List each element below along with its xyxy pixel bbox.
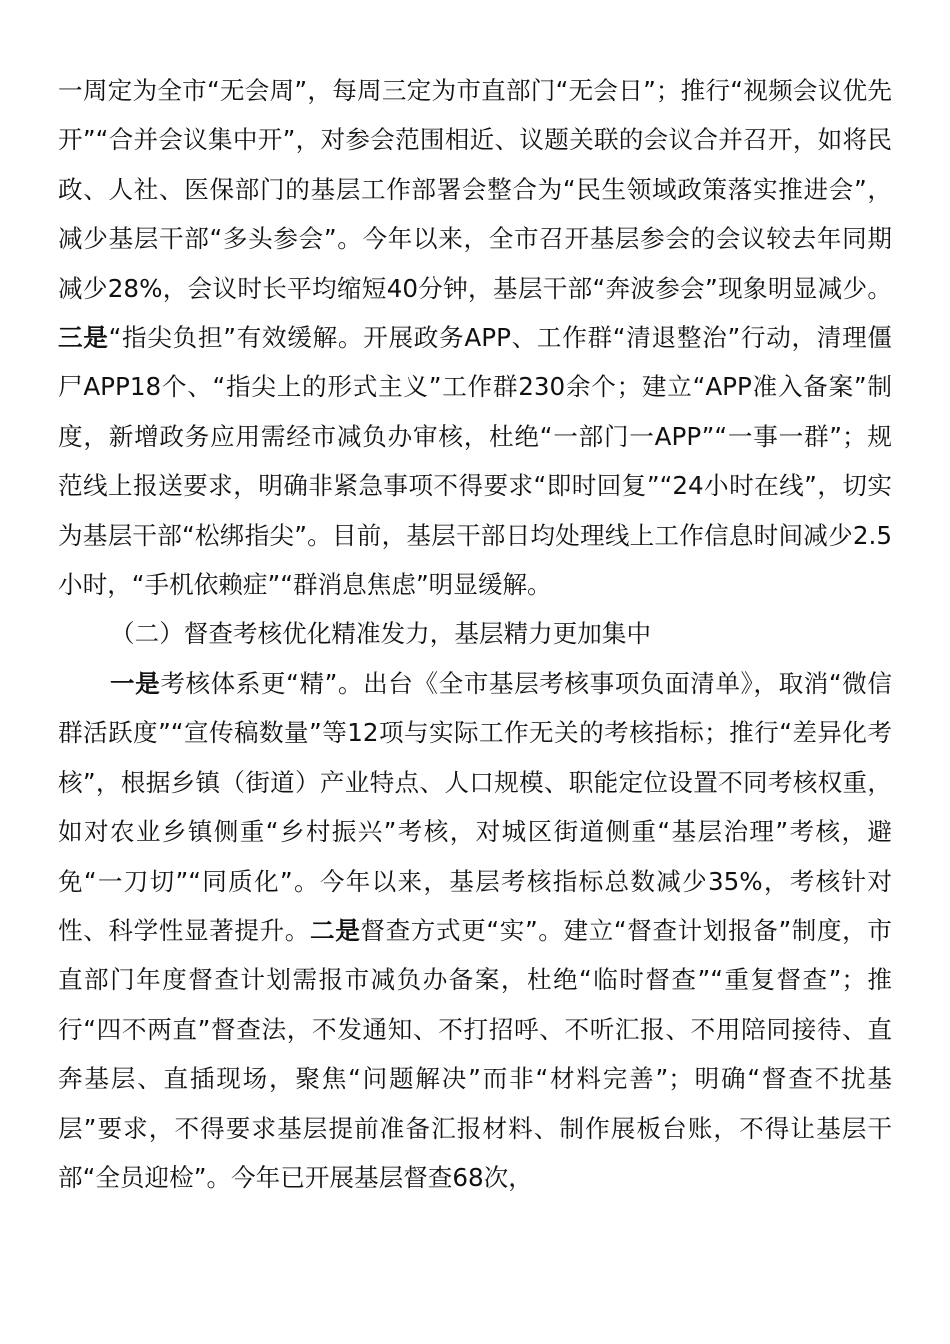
text-segment: “指尖负担”有效缓解。开展政务APP、工作群“清退整治”行动，清理僵尸APP18个、“指尖上的形式主义”工作群230余个；建立“APP准入备案”制度，新增政务应用需经市减负办审核，杜绝“一部门一APP”“一事一群”；规范线上报送要求，明确非紧急事项不得要求“即时回复”“24小时在线”，切实为基层干部“松绑指尖”。目前，基层干部日均处理线上工作信息时间减少2.5小时，“手机依赖症”“群消息焦虑”明显缓解。 <box>58 323 892 600</box>
bold-marker-second: 二是 <box>310 915 361 945</box>
text-segment: 考核体系更“精”。出台《全市基层考核事项负面清单》，取消“微信群活跃度”“宣传稿数量”等12项与实际工作无关的考核指标；推行“差异化考核”，根据乡镇（街道）产业特点、人口规模、职能定位设置不同考核权重，如对农业乡镇侧重“乡村振兴”考核，对城区街道侧重“基层治理”考核，避免“一刀切”“同质化”。今年以来，基层考核指标总数减少35%，考核针对性、科学性显著提升。 <box>58 668 892 945</box>
bold-marker-first: 一是 <box>110 668 161 698</box>
text-segment: 一周定为全市“无会周”，每周三定为市直部门“无会日”；推行“视频会议优先开”“合并会议集中开”，对参会范围相近、议题关联的会议合并召开，如将民政、人社、医保部门的基层工作部署会整合为“民生领域政策落实推进会”，减少基层干部“多头参会”。今年以来，全市召开基层参会的会议较去年同期减少28%，会议时长平均缩短40分钟，基层干部“奔波参会”现象明显减少。 <box>58 76 892 303</box>
paragraph-meeting-and-digital-burden <box>58 66 892 609</box>
section-heading-text: （二）督查考核优化精准发力，基层精力更加集中 <box>110 619 652 649</box>
bold-marker-third: 三是 <box>58 323 109 353</box>
document-page <box>58 66 892 1202</box>
paragraph-assessment-and-inspection <box>58 659 892 1202</box>
section-heading <box>58 609 892 658</box>
text-segment: 督查方式更“实”。建立“督查计划报备”制度，市直部门年度督查计划需报市减负办备案，杜绝“临时督查”“重复督查”；推行“四不两直”督查法，不发通知、不打招呼、不听汇报、不用陪同接待、直奔基层、直插现场，聚焦“问题解决”而非“材料完善”；明确“督查不扰基层”要求，不得要求基层提前准备汇报材料、制作展板台账，不得让基层干部“全员迎检”。今年已开展基层督查68次， <box>58 915 892 1192</box>
